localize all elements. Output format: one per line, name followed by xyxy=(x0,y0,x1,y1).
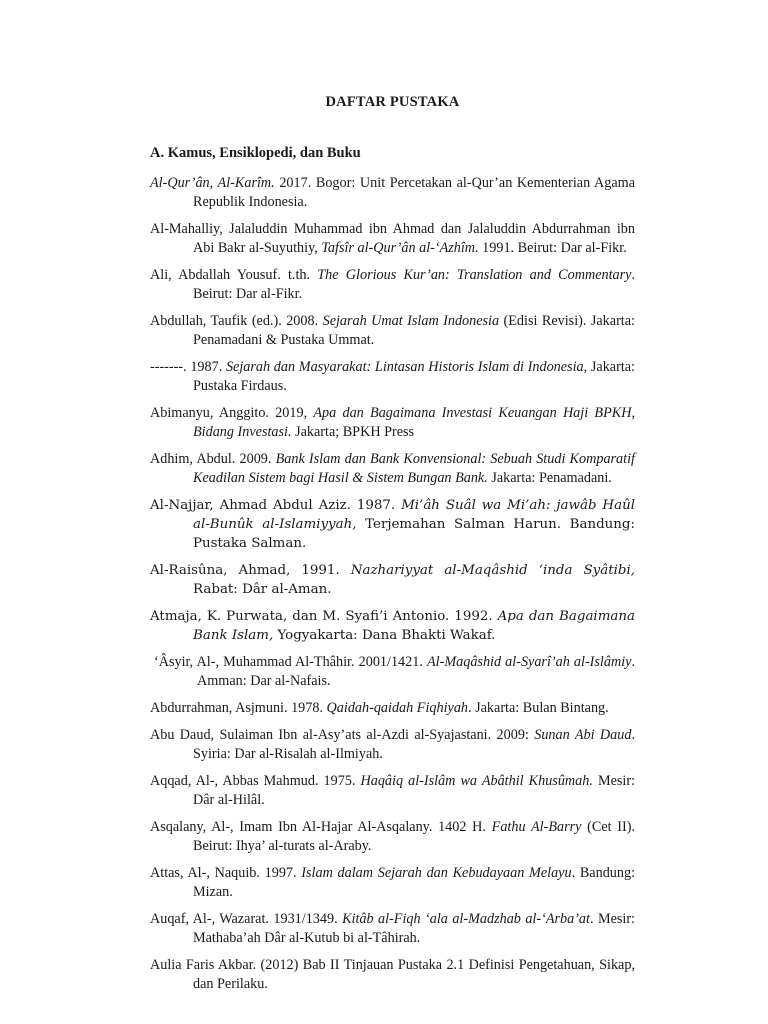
reference-text: Abdullah, Taufik (ed.). 2008. xyxy=(150,313,323,329)
reference-text: Al-Raisûna, Ahmad, 1991. xyxy=(150,563,351,578)
reference-title: Bank Islam dan Bank Konvensional: Sebuah Studi Komparatif Keadilan Sistem bagi Hasil & Sistem Bungan Bank. xyxy=(193,451,635,486)
reference-entry xyxy=(150,864,635,902)
reference-title: Al-Qur’ân, Al-Karîm. xyxy=(150,175,275,191)
reference-text: 2017. Bogor: Unit Percetakan al-Qur’an Kementerian Agama Republik Indonesia. xyxy=(193,175,635,210)
reference-text: Jakarta: Penamadani. xyxy=(487,470,612,486)
reference-text: Attas, Al-, Naquib. 1997. xyxy=(150,865,302,881)
section-heading: A. Kamus, Ensiklopedi, dan Buku xyxy=(150,145,361,161)
reference-list xyxy=(150,174,635,994)
reference-title: Haqâiq al-Islâm wa Abâthil Khusûmah. xyxy=(360,773,593,789)
reference-text: ‘Âsyir, Al-, Muhammad Al-Thâhir. 2001/1421. xyxy=(154,654,427,670)
reference-entry xyxy=(150,220,635,258)
reference-entry xyxy=(150,607,635,645)
reference-text: Jakarta; BPKH Press xyxy=(291,424,415,440)
reference-entry xyxy=(150,312,635,350)
page-title: DAFTAR PUSTAKA xyxy=(325,94,460,110)
reference-text: 1991. Beirut: Dar al-Fikr. xyxy=(478,240,627,256)
reference-text: Abdurrahman, Asjmuni. 1978. xyxy=(150,700,327,716)
reference-entry xyxy=(150,726,635,764)
reference-title: Apa dan Bagaimana Investasi Keuangan Haji BPKH, Bidang Investasi. xyxy=(193,405,635,440)
reference-entry xyxy=(150,174,635,212)
reference-text: Aulia Faris Akbar. (2012) Bab II Tinjauan Pustaka 2.1 Definisi Pengetahuan, Sikap, dan Perilaku. xyxy=(150,957,635,992)
reference-title: Tafsîr al-Qur’ân al-‘Azhîm. xyxy=(321,240,479,256)
reference-entry xyxy=(150,266,635,304)
reference-text: (Cet II). Beirut: Ihya’ al-turats al-Araby. xyxy=(193,819,635,854)
reference-text: Al-Mahalliy, Jalaluddin Muhammad ibn Ahmad dan Jalaluddin Abdurrahman ibn Abi Bakr al-Suyuthiy, xyxy=(150,221,635,256)
reference-text: Adhim, Abdul. 2009. xyxy=(150,451,276,467)
reference-title: Qaidah-qaidah Fiqhiyah xyxy=(326,700,469,716)
reference-text: . Syiria: Dar al-Risalah al-Ilmiyah. xyxy=(193,727,635,762)
reference-entry xyxy=(150,956,635,994)
reference-text: . Bandung: Mizan. xyxy=(193,865,636,900)
reference-text: Al-Najjar, Ahmad Abdul Aziz. 1987. xyxy=(150,498,402,513)
reference-entry xyxy=(150,818,635,856)
reference-title: Sejarah dan Masyarakat: Lintasan Historis Islam di Indonesia xyxy=(225,359,584,375)
reference-entry xyxy=(150,450,635,488)
reference-title: Nazhariyyat al-Maqâshid ‘inda Syâtibi, xyxy=(350,563,636,578)
reference-text: Abimanyu, Anggito. 2019, xyxy=(150,405,314,421)
reference-title: Apa dan Bagaimana Bank Islam, xyxy=(193,609,635,643)
reference-entry xyxy=(150,910,635,948)
reference-title: Al-Maqâshid al-Syarî’ah al-Islâmiy xyxy=(426,654,632,670)
reference-text: -------. 1987. xyxy=(150,359,226,375)
reference-text: Abu Daud, Sulaiman Ibn al-Asy’ats al-Azdi al-Syajastani. 2009: xyxy=(150,727,535,743)
reference-text: . Beirut: Dar al-Fikr. xyxy=(193,267,635,302)
reference-text: . Amman: Dar al-Nafais. xyxy=(197,654,635,689)
reference-title: Islam dalam Sejarah dan Kebudayaan Melayu xyxy=(301,865,572,881)
reference-text: , Jakarta: Pustaka Firdaus. xyxy=(193,359,635,394)
reference-text: Rabat: Dâr al-Aman. xyxy=(193,582,332,597)
reference-text: Asqalany, Al-, Imam Ibn Al-Hajar Al-Asqalany. 1402 H. xyxy=(150,819,492,835)
reference-text: Auqaf, Al-, Wazarat. 1931/1349. xyxy=(150,911,343,927)
reference-entry xyxy=(150,496,635,553)
reference-text: Terjemahan Salman Harun. Bandung: Pustaka Salman. xyxy=(193,517,635,551)
reference-title: Fathu Al-Barry xyxy=(491,819,582,835)
reference-text: Mesir: Dâr al-Hilâl. xyxy=(193,773,636,808)
reference-text: (Edisi Revisi). Jakarta: Penamadani & Pustaka Ummat. xyxy=(193,313,635,348)
reference-entry xyxy=(150,404,635,442)
reference-text: . Jakarta: Bulan Bintang. xyxy=(468,700,609,716)
document-page xyxy=(150,94,635,1002)
reference-title: Sunan Abi Daud xyxy=(534,727,632,743)
reference-text: Ali, Abdallah Yousuf. t.th. xyxy=(150,267,318,283)
reference-text: . Mesir: Mathaba’ah Dâr al-Kutub bi al-Tâhirah. xyxy=(193,911,635,946)
reference-text: Aqqad, Al-, Abbas Mahmud. 1975. xyxy=(150,773,361,789)
reference-title: Kitâb al-Fiqh ‘ala al-Madzhab al-‘Arba’at xyxy=(342,911,590,927)
reference-entry xyxy=(150,699,635,718)
reference-title: Sejarah Umat Islam Indonesia xyxy=(322,313,500,329)
reference-entry xyxy=(150,358,635,396)
reference-text: Atmaja, K. Purwata, dan M. Syafi’i Antonio. 1992. xyxy=(150,609,498,624)
reference-title: Mi’âh Suâl wa Mi’ah: jawâb Haûl al-Bunûk al-Islamiyyah, xyxy=(193,498,635,532)
reference-entry xyxy=(150,561,635,599)
reference-title: The Glorious Kur’an: Translation and Commentary xyxy=(317,267,632,283)
reference-entry xyxy=(150,772,635,810)
reference-text: Yogyakarta: Dana Bhakti Wakaf. xyxy=(273,628,496,643)
reference-entry xyxy=(150,653,635,691)
